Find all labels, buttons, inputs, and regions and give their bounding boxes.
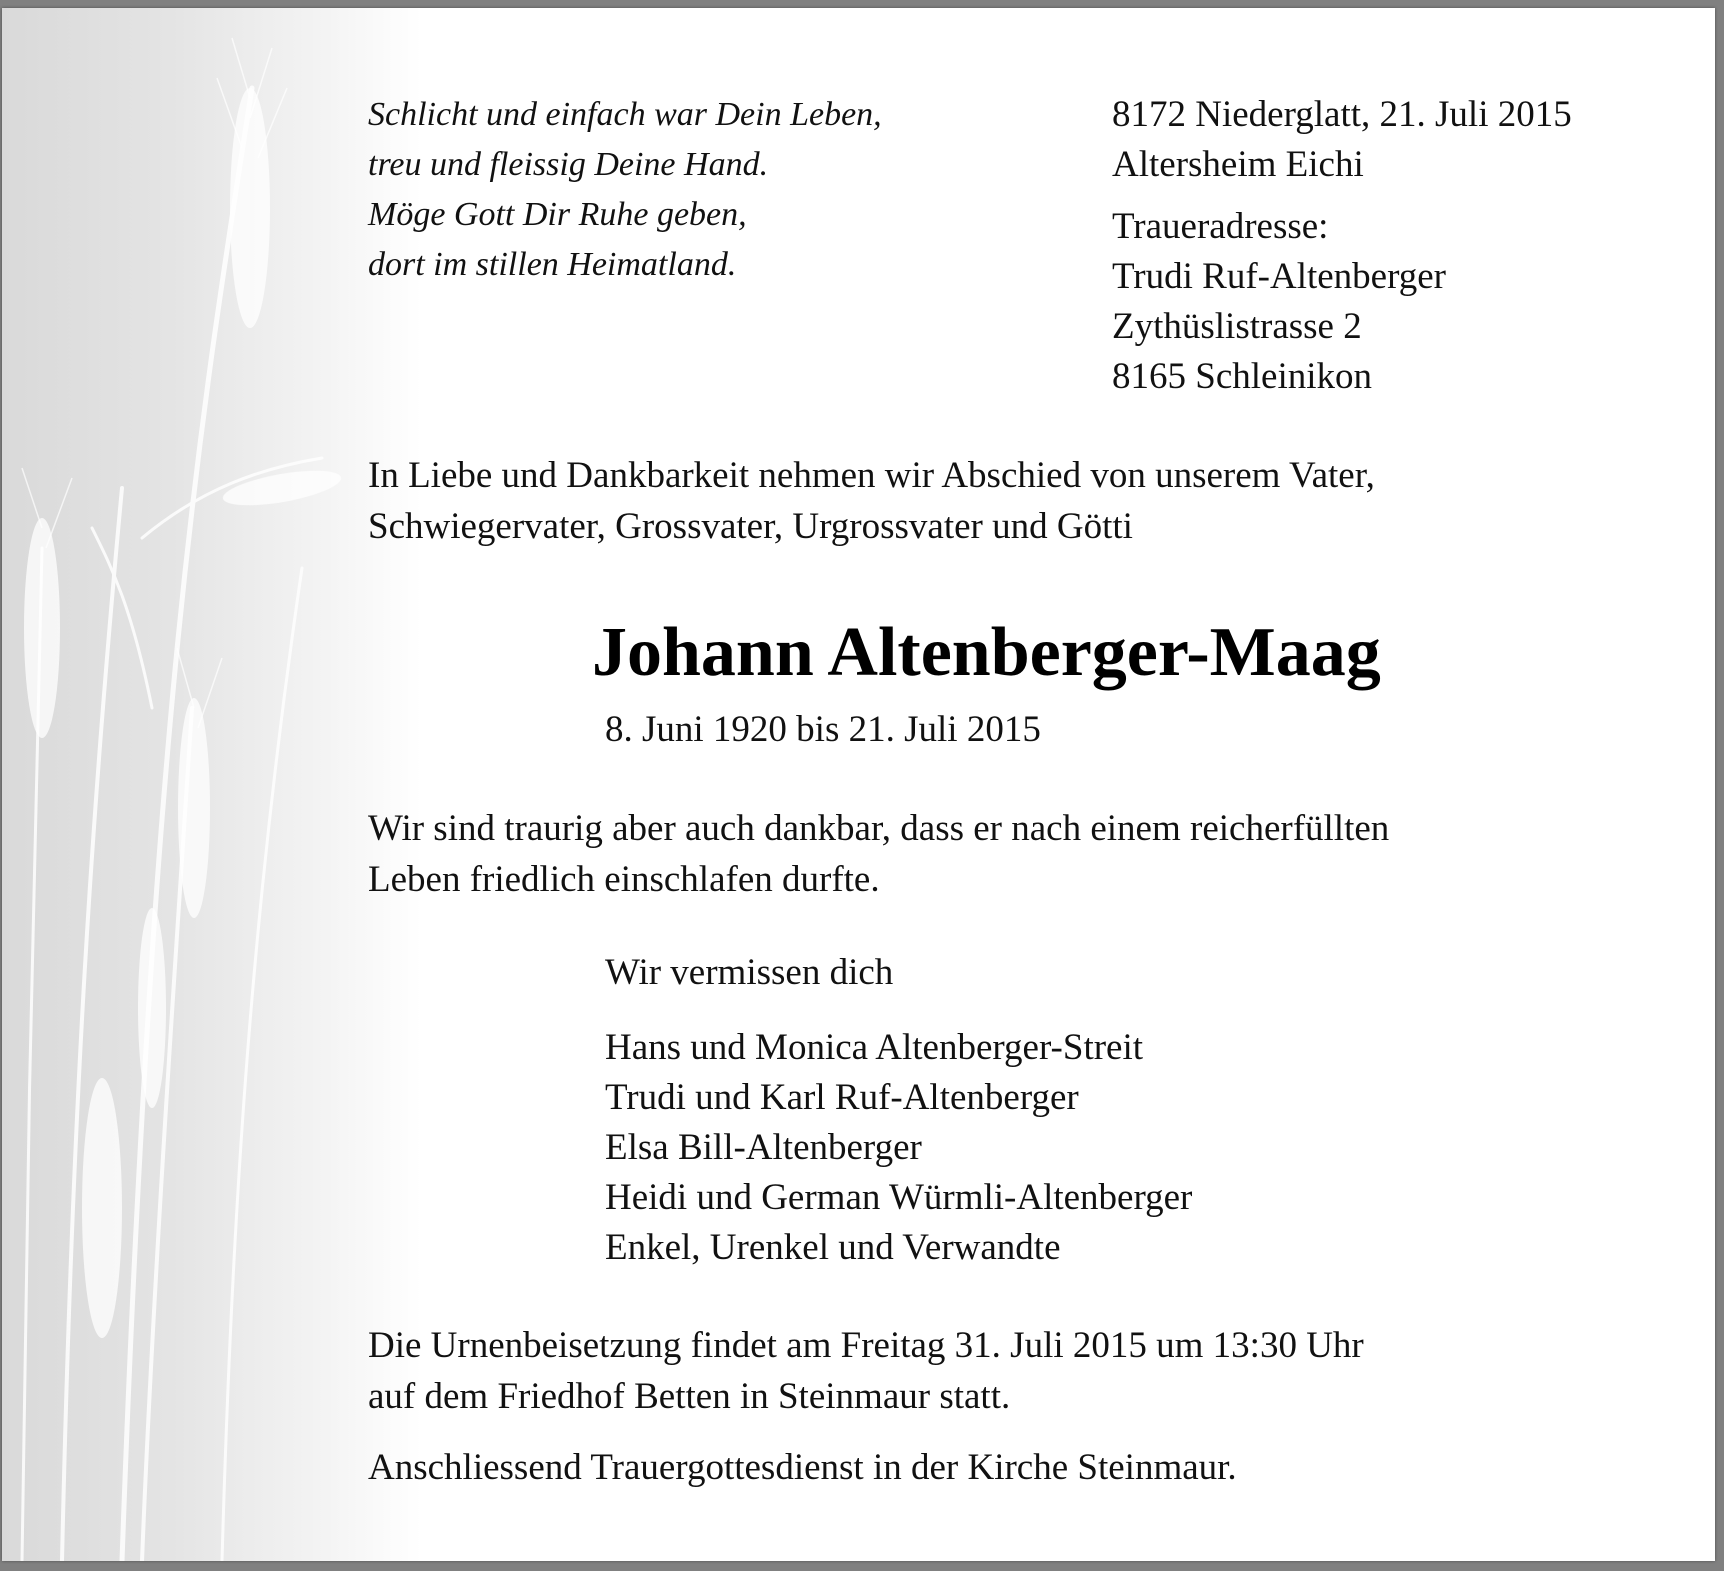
poem-line: dort im stillen Heimatland. [368,246,737,283]
life-dates: 8. Juni 1920 bis 21. Juli 2015 [605,709,1041,750]
deceased-name: Johann Altenberger-Maag [592,614,1381,691]
burial-line: Die Urnenbeisetzung findet am Freitag 31. Juli 2015 um 13:30 Uhr [368,1325,1364,1366]
obituary-card [2,8,1715,1561]
family-member: Trudi und Karl Ruf-Altenberger [605,1077,1079,1118]
intro-text [368,450,1375,552]
poem-line: Schlicht und einfach war Dein Leben, [368,96,882,133]
mourning-address-name: Trudi Ruf-Altenberger [1112,256,1446,297]
thanks-line: Leben friedlich einschlafen durfte. [368,859,880,900]
wheat-icon [2,8,422,1561]
family-member: Heidi und German Würmli-Altenberger [605,1177,1193,1218]
miss-you-text: Wir vermissen dich [605,952,894,993]
family-member: Elsa Bill-Altenberger [605,1127,922,1168]
burial-info [368,1320,1364,1422]
mourning-address-label: Traueradresse: [1112,206,1329,247]
intro-line: Schwiegervater, Grossvater, Urgrossvater und Götti [368,506,1133,547]
poem-line: treu und fleissig Deine Hand. [368,146,769,183]
burial-line: auf dem Friedhof Betten in Steinmaur statt. [368,1376,1011,1417]
address-block [1112,90,1572,402]
poem-line: Möge Gott Dir Ruhe geben, [368,196,747,233]
intro-line: In Liebe und Dankbarkeit nehmen wir Abschied von unserem Vater, [368,455,1375,496]
memorial-poem [368,90,882,290]
mourning-address-city: 8165 Schleinikon [1112,356,1373,397]
family-member: Hans und Monica Altenberger-Streit [605,1027,1144,1068]
thanks-text [368,803,1389,905]
family-list [605,1023,1192,1273]
thanks-line: Wir sind traurig aber auch dankbar, dass er nach einem reicherfüllten [368,808,1390,849]
wheat-background-image [2,8,422,1561]
service-info: Anschliessend Trauergottesdienst in der Kirche Steinmaur. [368,1447,1237,1488]
place-date: 8172 Niederglatt, 21. Juli 2015 [1112,94,1572,135]
family-member: Enkel, Urenkel und Verwandte [605,1227,1061,1268]
residence: Altersheim Eichi [1112,144,1364,185]
mourning-address-street: Zythüslistrasse 2 [1112,306,1362,347]
